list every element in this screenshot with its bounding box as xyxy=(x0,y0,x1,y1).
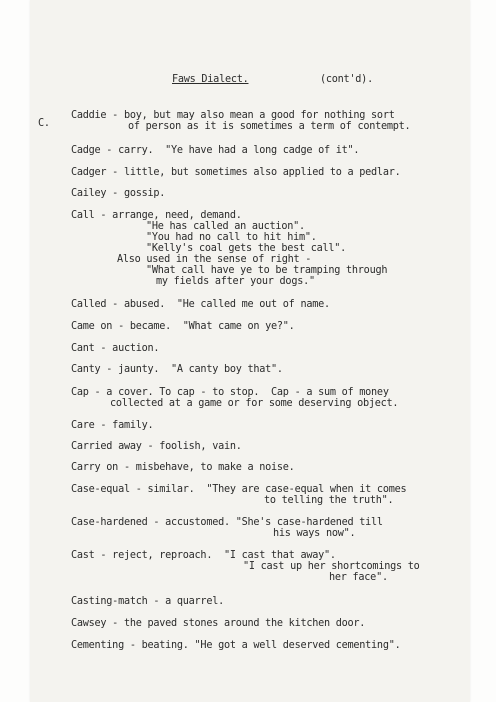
entry-line: Canty - jaunty. "A canty boy that". xyxy=(71,364,283,375)
entry-line: collected at a game or for some deserving object. xyxy=(110,398,399,409)
entry-line: my fields after your dogs." xyxy=(156,276,315,287)
entry-line: Cadge - carry. "Ye have had a long cadge of it". xyxy=(71,145,360,156)
entry-line: his ways now". xyxy=(273,528,356,539)
entry-line: Care - family. xyxy=(71,420,154,431)
entry-line: Casting-match - a quarrel. xyxy=(71,596,224,607)
entry-line: Cailey - gossip. xyxy=(71,188,166,199)
section-letter: C. xyxy=(38,118,50,129)
entry-line: Called - abused. "He called me out of name. xyxy=(71,299,330,310)
entry-line: her face". xyxy=(329,572,388,583)
entry-line: Cast - reject, reproach. "I cast that away". xyxy=(71,550,336,561)
page-title: Faws Dialect. xyxy=(172,74,249,85)
entry-line: Caddie - boy, but may also mean a good for nothing sort xyxy=(71,110,395,121)
entry-line: Also used in the sense of right - xyxy=(117,254,312,265)
entry-line: Case-hardened - accustomed. "She's case-hardened till xyxy=(71,517,383,528)
entry-line: Carry on - misbehave, to make a noise. xyxy=(71,462,295,473)
entry-line: Cap - a cover. To cap - to stop. Cap - a sum of money xyxy=(71,387,389,398)
entry-line: Carried away - foolish, vain. xyxy=(71,441,242,452)
entry-line: Cadger - little, but sometimes also applied to a pedlar. xyxy=(71,167,401,178)
entry-line: "You had no call to hit him". xyxy=(146,232,317,243)
entry-line: "Kelly's coal gets the best call". xyxy=(146,243,347,254)
entry-line: Came on - became. "What came on ye?". xyxy=(71,321,295,332)
entry-line: to telling the truth". xyxy=(264,495,394,506)
entry-line: Cawsey - the paved stones around the kitchen door. xyxy=(71,618,366,629)
entry-line: Case-equal - similar. "They are case-equal when it comes xyxy=(71,484,407,495)
entry-line: "What call have ye to be tramping through xyxy=(146,265,388,276)
entry-line: "He has called an auction". xyxy=(146,221,305,232)
entry-line: Call - arrange, need, demand. xyxy=(71,210,242,221)
entry-line: Cant - auction. xyxy=(71,343,160,354)
entry-line: of person as it is sometimes a term of contempt. xyxy=(128,121,411,132)
continued-label: (cont'd). xyxy=(320,74,373,85)
entry-line: "I cast up her shortcomings to xyxy=(243,561,420,572)
entry-line: Cementing - beating. "He got a well deserved cementing". xyxy=(71,640,401,651)
